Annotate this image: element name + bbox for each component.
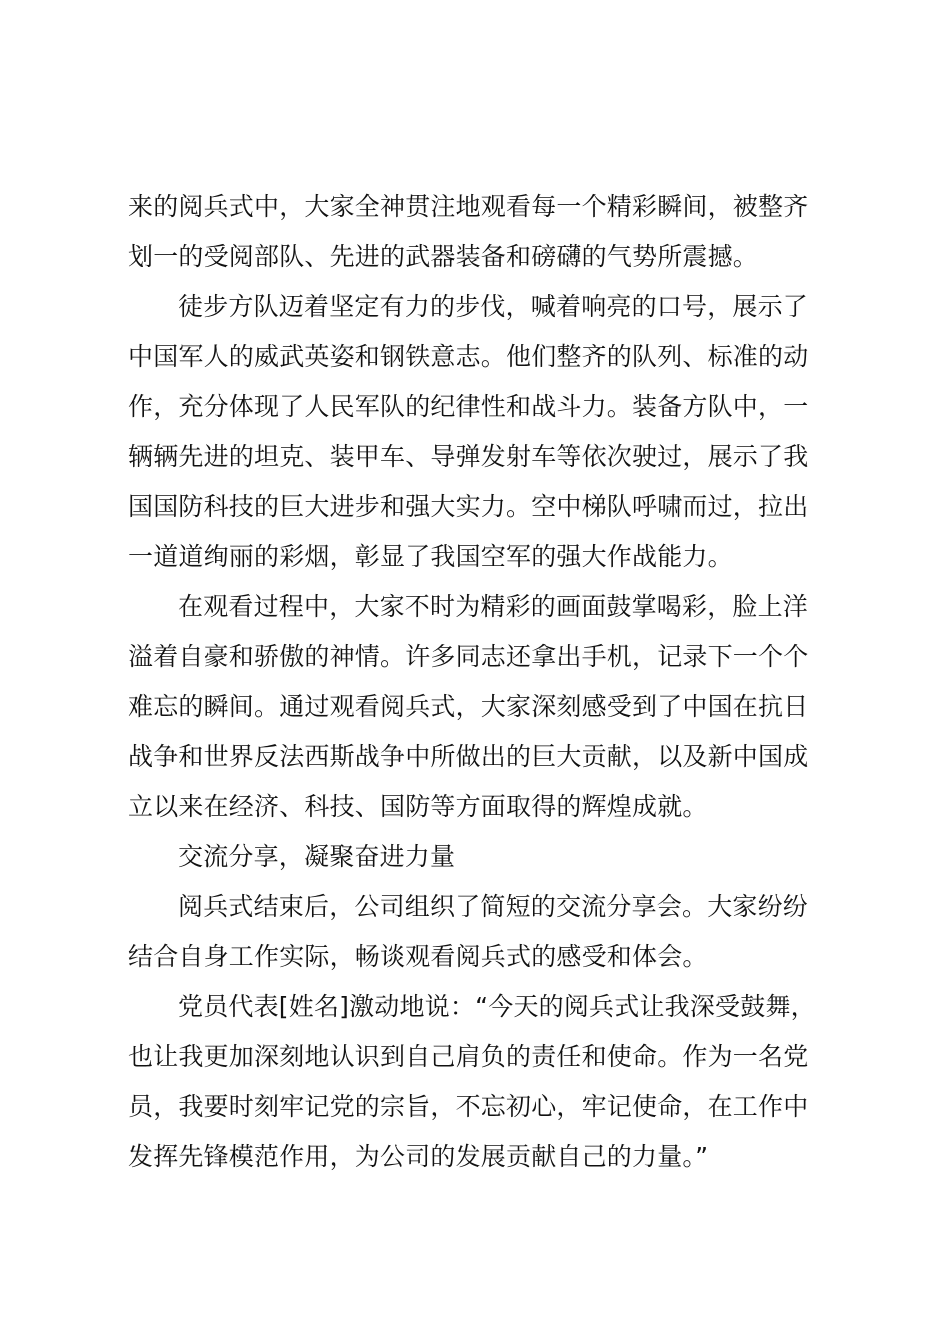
text-line: 一道道绚丽的彩烟，彰显了我国空军的强大作战能力。: [128, 542, 733, 571]
text-line: 难忘的瞬间。通过观看阅兵式，大家深刻感受到了中国在抗日: [128, 692, 809, 721]
section-heading: [128, 832, 836, 882]
paragraph-3: [128, 582, 836, 832]
text-line: 结合自身工作实际，畅谈观看阅兵式的感受和体会。: [128, 942, 708, 971]
text-line: 也让我更加深刻地认识到自己肩负的责任和使命。作为一名党: [128, 1042, 809, 1071]
text-line: 徒步方队迈着坚定有力的步伐，喊着响亮的口号，展示了: [178, 292, 809, 321]
text-line: 划一的受阅部队、先进的武器装备和磅礴的气势所震撼。: [128, 242, 759, 271]
text-line: 国国防科技的巨大进步和强大实力。空中梯队呼啸而过，拉出: [128, 492, 809, 521]
text-line: 溢着自豪和骄傲的神情。许多同志还拿出手机，记录下一个个: [128, 642, 809, 671]
text-line: 在观看过程中，大家不时为精彩的画面鼓掌喝彩，脸上洋: [178, 592, 809, 621]
document-body: [128, 182, 836, 1182]
heading-line: 交流分享，凝聚奋进力量: [178, 842, 456, 871]
paragraph-5: [128, 982, 836, 1182]
text-line: 中国军人的威武英姿和钢铁意志。他们整齐的队列、标准的动: [128, 342, 809, 371]
text-line: 党员代表[姓名]激动地说：“今天的阅兵式让我深受鼓舞，: [178, 992, 816, 1021]
paragraph-4: [128, 882, 836, 982]
text-line: 发挥先锋模范作用，为公司的发展贡献自己的力量。”: [128, 1142, 709, 1171]
text-line: 战争和世界反法西斯战争中所做出的巨大贡献，以及新中国成: [128, 742, 809, 771]
text-line: 辆辆先进的坦克、装甲车、导弹发射车等依次驶过，展示了我: [128, 442, 809, 471]
text-line: 员，我要时刻牢记党的宗旨，不忘初心，牢记使命，在工作中: [128, 1092, 809, 1121]
text-line: 作，充分体现了人民军队的纪律性和战斗力。装备方队中，一: [128, 392, 809, 421]
paragraph-2: [128, 282, 836, 582]
text-line: 立以来在经济、科技、国防等方面取得的辉煌成就。: [128, 792, 708, 821]
text-line: 阅兵式结束后，公司组织了简短的交流分享会。大家纷纷: [178, 892, 809, 921]
text-line: 来的阅兵式中，大家全神贯注地观看每一个精彩瞬间，被整齐: [128, 192, 809, 221]
paragraph-1: [128, 182, 836, 282]
